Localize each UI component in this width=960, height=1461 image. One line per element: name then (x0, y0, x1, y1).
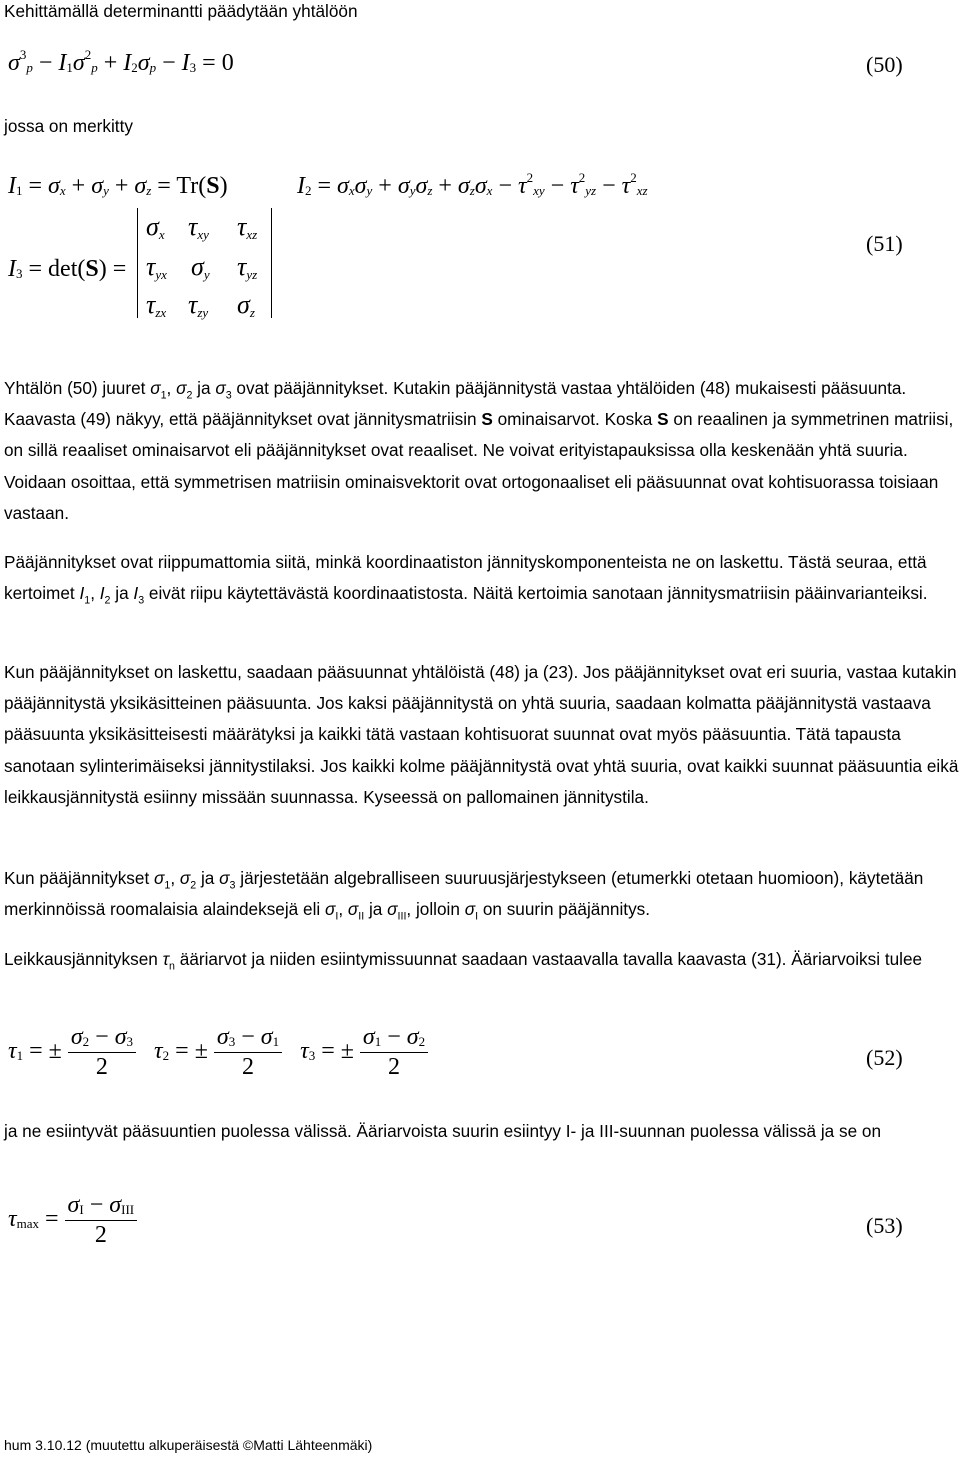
matrix-cell: $\tau_{xz}$ (237, 212, 258, 242)
equation-number-51: (51) (866, 231, 903, 256)
matrix-cell: $\sigma_x$ (146, 212, 165, 242)
equation-53: $\tau_{max}$ = $\frac{\sigma_I - \sigma_{III}}{2}$ (8, 1192, 137, 1249)
matrix-cell: $\sigma_y$ (191, 252, 210, 282)
matrix-cell: $\tau_{xy}$ (188, 212, 209, 242)
paragraph-max-shear: ja ne esiintyvät pääsuuntien puolessa välissä. Ääriarvoista suurin esiintyy I- ja III-suunnan puolessa välissä ja se on (4, 1121, 882, 1141)
equation-number-53: (53) (866, 1213, 903, 1238)
equation-number-52: (52) (866, 1045, 903, 1070)
paragraph-roots: Yhtälön (50) juuret $\sigma_1$, $\sigma_2$ ja $\sigma_3$ ovat pääjännitykset. Kutakin pääjännitystä vastaa yhtälöiden (48) mukaisesti pääsuunta. Kaavasta (49) näkyy, että pääjännitykset ovat jännitysmatriisin S ominaisarvot. Koska S on reaalinen ja symmetrinen matriisi, on sillä reaaliset ominaisarvot eli pääjännitykset ovat reaaliset. Ne voivat erityistapauksissa olla keskenään yhtä suuria. Voidaan osoittaa, että symmetrisen matriisin ominaisvektorit ovat ortogonaaliset eli pääsuunnat ovat kohtisuorassa toisiaan vastaan. (4, 378, 954, 523)
equation-52: $\tau_1$ = ± $\frac{\sigma_2 - \sigma_3}{2}$ $\tau_2$ = ± $\frac{\sigma_3 - \sigma_1}{2}$ $\tau_3$ = ± $\frac{\sigma_1 - \sigma_2}{2}$ (8, 1024, 428, 1081)
equation-51-i1: $I_1 = \sigma_x + \sigma_y + \sigma_z = Tr(S)$ (8, 173, 228, 199)
paragraph-principal-directions: Kun pääjännitykset on laskettu, saadaan pääsuunnat yhtälöistä (48) ja (23). Jos pääjännitykset ovat eri suuria, vastaa kutakin pääjännitystä yksikäsitteinen pääsuunta. Jos kaksi pääjännitystä on yhtä suuria, saadaan kolmatta pääjännitystä vastaava pääsuunta yksikäsitteisesti määrätyksi ja kaikki tätä vastaan kohtisuorat suunnat ovat myös pääsuuntia. Tätä tapausta sanotaan sylinterimäiseksi jännitystilaksi. Jos kaikki kolme pääjännitystä ovat yhtä suuria, ovat kaikki suunnat pääsuuntia eikä leikkausjännitystä esiinny missään suunnassa. Kyseessä on pallomainen jännitystila. (4, 662, 959, 807)
footer-text: hum 3.10.12 (muutettu alkuperäisestä ©Matti Lähteenmäki) (4, 1437, 373, 1453)
equation-51-i3: $I_3 = \det(S)$ = (8, 256, 127, 282)
paragraph-shear-extremes: Leikkausjännityksen $\tau_n$ ääriarvot ja niiden esiintymissuunnat saadaan vastaavalla tavalla kaavasta (31). Ääriarvoiksi tulee (4, 949, 923, 973)
paragraph-ordering: Kun pääjännitykset $\sigma_1$, $\sigma_2$ ja $\sigma_3$ järjestetään algebralliseen suuruusjärjestykseen (etumerkki otetaan huomioon), käytetään merkinnöissä roomalaisia alaindeksejä eli $\sigma_I$, $\sigma_{II}$ ja $\sigma_{III}$, jolloin $\sigma_I$ on suurin pääjännitys. (4, 868, 924, 923)
equation-50: $\sigma^3_p - I_1\sigma^2_p + I_2\sigma_p - I_3 = 0$ (8, 47, 234, 76)
intro-text: Kehittämällä determinantti päädytään yhtälöön (4, 1, 358, 21)
matrix-cell: $\tau_{yx}$ (146, 252, 167, 282)
matrix-cell: $\tau_{yz}$ (237, 252, 258, 282)
matrix-cell: $\tau_{zy}$ (188, 290, 209, 320)
paragraph-invariants: Pääjännitykset ovat riippumattomia siitä, minkä koordinaatiston jännityskomponenteista ne on laskettu. Tästä seuraa, että kertoimet $I_1$, $I_2$ ja $I_3$ eivät riipu käytettävästä koordinaatistosta. Näitä kertoimia sanotaan jännitysmatriisin pääinvarianteiksi. (4, 552, 928, 607)
jossa-text: jossa on merkitty (4, 116, 133, 136)
equation-51-i2: $I_2 = \sigma_x\sigma_y + \sigma_y\sigma_z + \sigma_z\sigma_x - \tau^2_{xy} - \tau^2_{yz} - \tau^2_{xz}$ (297, 170, 648, 199)
determinant-right-bar (271, 208, 272, 318)
matrix-cell: $\tau_{zx}$ (146, 290, 167, 320)
equation-number-50: (50) (866, 52, 903, 77)
matrix-cell: $\sigma_z$ (237, 290, 255, 320)
determinant-left-bar (137, 208, 138, 318)
